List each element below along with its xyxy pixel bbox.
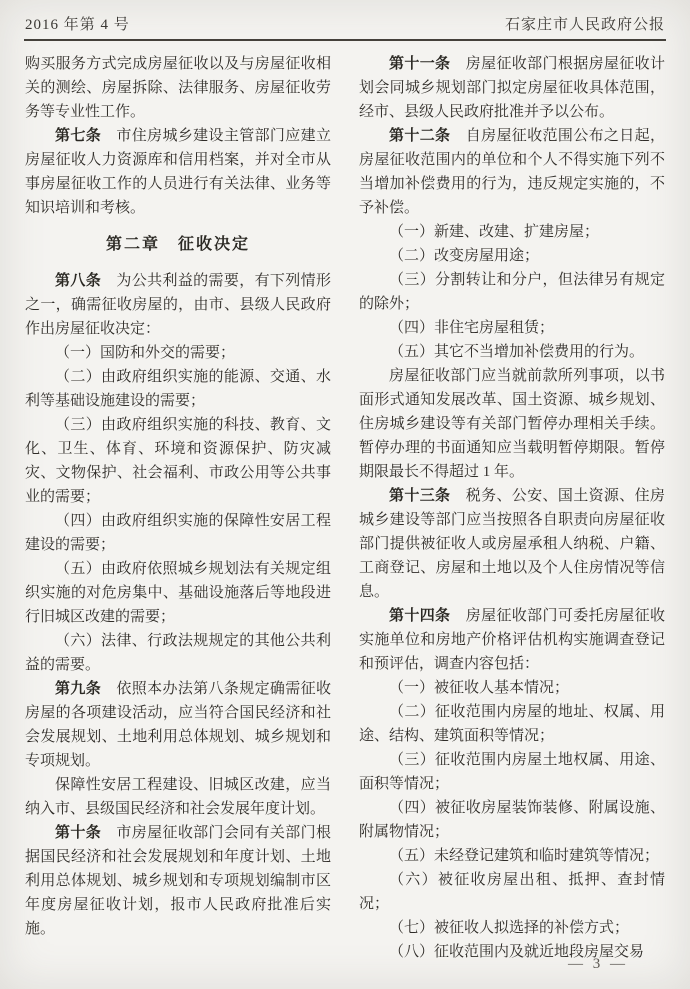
chapter-heading: 第二章 征收决定 — [105, 236, 250, 253]
left-column — [25, 52, 331, 964]
page-footer — [568, 956, 628, 973]
paragraph: 第九条 依照本办法第八条规定确需征收房屋的各项建设活动，应当符合国民经济和社会发展规划、土地利用总体规划、城乡规划和专项规划。 — [25, 680, 331, 769]
page-number: — 3 — — [568, 956, 628, 972]
paragraph: （八）征收范围内及就近地段房屋交易 — [389, 944, 645, 960]
page-body — [0, 41, 690, 964]
article-number: 第十三条 — [389, 487, 451, 504]
paragraph: （三）由政府组织实施的科技、教育、文化、卫生、体育、环境和资源保护、防灾减灾、文物保护、社会福利、市政公用等公共事业的需要； — [25, 417, 331, 505]
paragraph: （一）国防和外交的需要； — [55, 345, 236, 361]
paragraph: （六）法律、行政法规规定的其他公共利益的需要。 — [25, 633, 331, 673]
article-number: 第十条 — [55, 824, 102, 841]
paragraph: （五）未经登记建筑和临时建筑等情况； — [389, 848, 660, 864]
paragraph: （二）由政府组织实施的能源、交通、水利等基础设施建设的需要； — [25, 369, 331, 409]
paragraph: 购买服务方式完成房屋征收以及与房屋征收相关的测绘、房屋拆除、法律服务、房屋征收劳务等专业性工作。 — [25, 56, 331, 120]
paragraph: （七）被征收人拟选择的补偿方式； — [389, 920, 630, 936]
paragraph: 房屋征收部门应当就前款所列事项，以书面形式通知发展改革、国土资源、城乡规划、住房城乡建设等有关部门暂停办理相关手续。暂停办理的书面通知应当载明暂停期限。暂停期限最长不得超过 1 年。 — [359, 368, 665, 480]
paragraph: 第十二条 自房屋征收范围公布之日起，房屋征收范围内的单位和个人不得实施下列不当增加补偿费用的行为，违反规定实施的，不予补偿。 — [359, 127, 665, 216]
article-number: 第十二条 — [389, 127, 451, 144]
paragraph: （四）被征收房屋装饰装修、附属设施、附属物情况； — [359, 800, 665, 840]
article-number: 第七条 — [55, 127, 102, 144]
paragraph: 第十四条 房屋征收部门可委托房屋征收实施单位和房地产价格评估机构实施调查登记和预评估，调查内容包括： — [359, 607, 665, 672]
paragraph: （一）新建、改建、扩建房屋； — [389, 224, 600, 240]
paragraph: 第十条 市房屋征收部门会同有关部门根据国民经济和社会发展规划和年度计划、土地利用总体规划、城乡规划和专项规划编制市区年度房屋征收计划，报市人民政府批准后实施。 — [25, 824, 331, 937]
paragraph: （二）征收范围内房屋的地址、权属、用途、结构、建筑面积等情况； — [359, 704, 665, 744]
paragraph: （三）征收范围内房屋土地权属、用途、面积等情况； — [359, 752, 665, 792]
paragraph: 第十三条 税务、公安、国土资源、住房城乡建设等部门应当按照各自职责向房屋征收部门提供被征收人或房屋承租人纳税、户籍、工商登记、房屋和土地以及个人住房情况等信息。 — [359, 487, 665, 600]
article-number: 第十四条 — [389, 607, 451, 624]
paragraph: （二）改变房屋用途； — [389, 248, 540, 264]
header-publication-title: 石家庄市人民政府公报 — [504, 17, 665, 33]
paragraph: 保障性安居工程建设、旧城区改建，应当纳入市、县级国民经济和社会发展年度计划。 — [25, 777, 331, 817]
paragraph: （四）非住宅房屋租赁； — [389, 320, 555, 336]
paragraph: （三）分割转让和分户，但法律另有规定的除外； — [359, 272, 665, 312]
paragraph: （一）被征收人基本情况； — [389, 680, 570, 696]
article-number: 第九条 — [55, 680, 102, 697]
page-header — [0, 0, 690, 34]
paragraph: 第七条 市住房城乡建设主管部门应建立房屋征收人力资源库和信用档案，并对全市从事房屋征收工作的人员进行有关法律、业务等知识培训和考核。 — [25, 127, 331, 216]
header-issue-number: 2016 年第 4 号 — [25, 17, 130, 33]
article-number: 第八条 — [55, 272, 102, 289]
paragraph: 第十一条 房屋征收部门根据房屋征收计划会同城乡规划部门拟定房屋征收具体范围，经市、县级人民政府批准并予以公布。 — [359, 55, 665, 120]
paragraph: （六）被征收房屋出租、抵押、查封情况； — [359, 872, 665, 912]
right-column — [359, 52, 665, 964]
paragraph: （五）由政府依照城乡规划法有关规定组织实施的对危房集中、基础设施落后等地段进行旧城区改建的需要； — [25, 561, 331, 625]
article-number: 第十一条 — [389, 55, 451, 72]
paragraph: （四）由政府组织实施的保障性安居工程建设的需要； — [25, 513, 331, 553]
paragraph: （五）其它不当增加补偿费用的行为。 — [389, 344, 645, 360]
paragraph: 第八条 为公共利益的需要，有下列情形之一，确需征收房屋的，由市、县级人民政府作出房屋征收决定： — [25, 272, 331, 337]
